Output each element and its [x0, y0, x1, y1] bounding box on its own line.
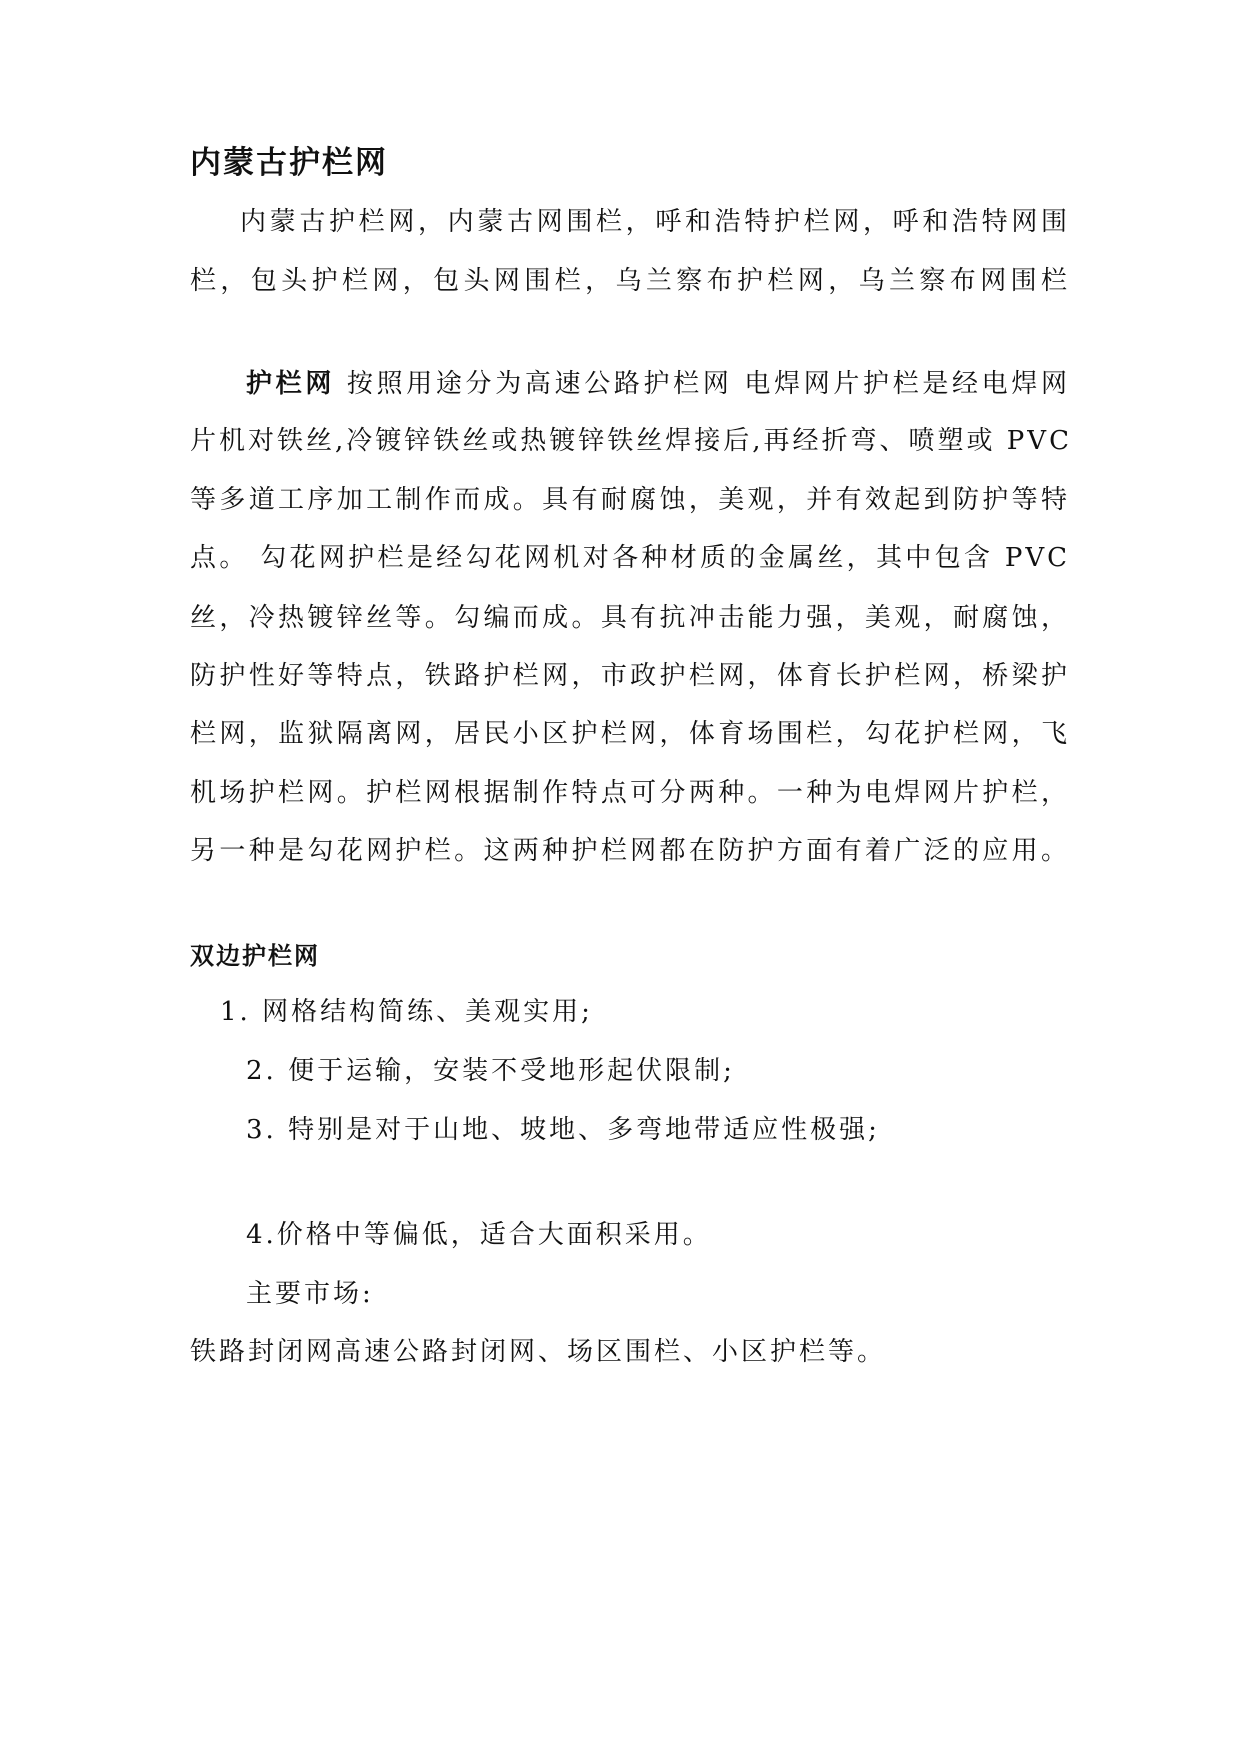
paragraph-lead-term: 护栏网 — [246, 369, 335, 399]
paragraph-line: 丝，冷热镀锌丝等。勾编而成。具有抗冲击能力强，美观，耐腐蚀， — [190, 603, 1070, 633]
paragraph-line: 等多道工序加工制作而成。具有耐腐蚀，美观，并有效起到防护等特 — [190, 485, 1070, 515]
list-item: 2. 便于运输，安装不受地形起伏限制; — [246, 1056, 735, 1086]
paragraph-lead-text: 按照用途分为高速公路护栏网 电焊网片护栏是经电焊网 — [346, 369, 1071, 399]
paragraph-line: 点。 勾花网护栏是经勾花网机对各种材质的金属丝，其中包含 PVC — [190, 543, 1070, 573]
list-item: 1. 网格结构简练、美观实用; — [220, 997, 593, 1027]
paragraph-line: 栏网，监狱隔离网，居民小区护栏网，体育场围栏，勾花护栏网，飞 — [190, 719, 1070, 749]
market-label: 主要市场: — [246, 1279, 374, 1309]
paragraph-line: 机场护栏网。护栏网根据制作特点可分两种。一种为电焊网片护栏， — [190, 778, 1070, 808]
list-item: 4.价格中等偏低，适合大面积采用。 — [246, 1220, 712, 1250]
paragraph-line: 另一种是勾花网护栏。这两种护栏网都在防护方面有着广泛的应用。 — [190, 836, 1070, 866]
section-title: 双边护栏网 — [190, 941, 320, 970]
market-text: 铁路封闭网高速公路封闭网、场区围栏、小区护栏等。 — [190, 1337, 887, 1367]
list-item: 3. 特别是对于山地、坡地、多弯地带适应性极强; — [246, 1115, 880, 1145]
paragraph-line: 防护性好等特点，铁路护栏网，市政护栏网，体育长护栏网，桥梁护 — [190, 661, 1070, 691]
intro-line-2: 栏，包头护栏网，包头网围栏，乌兰察布护栏网，乌兰察布网围栏 — [190, 266, 1070, 296]
paragraph-first-line — [246, 367, 1070, 401]
document-title: 内蒙古护栏网 — [190, 145, 388, 181]
paragraph-line: 片机对铁丝,冷镀锌铁丝或热镀锌铁丝焊接后,再经折弯、喷塑或 PVC — [190, 426, 1072, 456]
intro-line-1: 内蒙古护栏网，内蒙古网围栏，呼和浩特护栏网，呼和浩特网围 — [240, 207, 1070, 237]
